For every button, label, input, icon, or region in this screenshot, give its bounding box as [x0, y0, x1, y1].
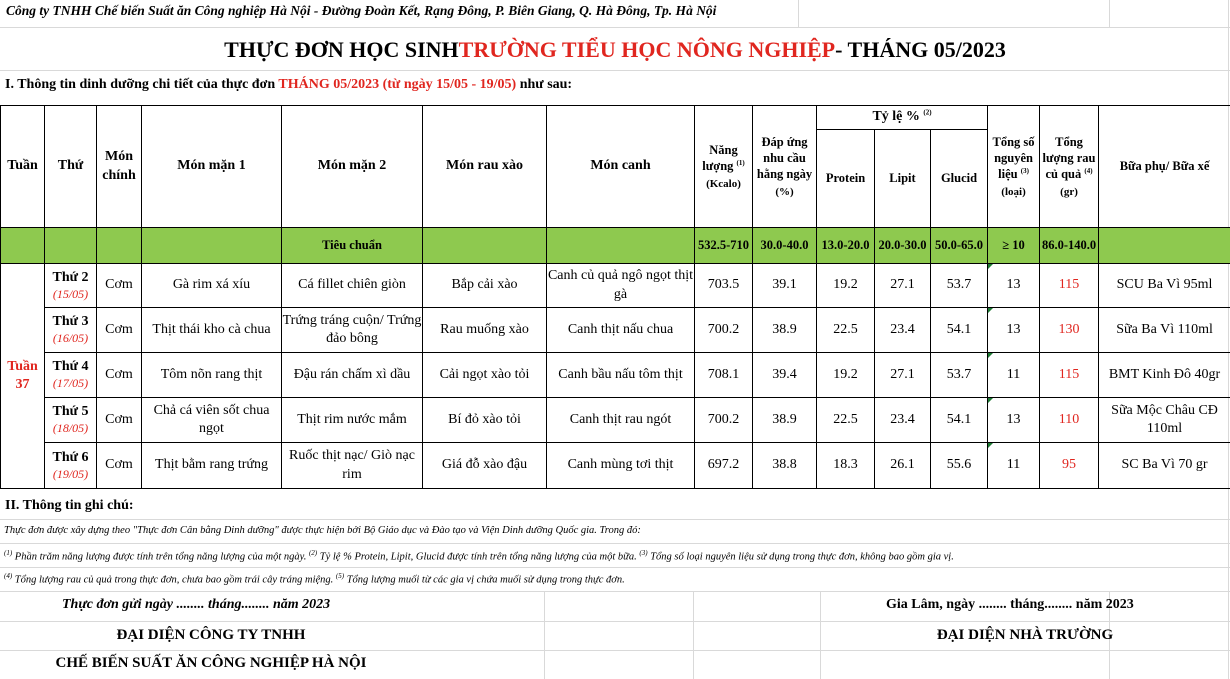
- veg: 115: [1040, 264, 1099, 308]
- note2-sup: (2): [308, 549, 318, 557]
- snack: Sữa Mộc Châu CĐ 110ml: [1099, 398, 1230, 443]
- day-cell: [45, 308, 97, 353]
- day-cell: [45, 398, 97, 443]
- dish2: Thịt rim nước mắm: [282, 398, 423, 443]
- day-name: Thứ 2: [52, 269, 89, 285]
- standard-glucid: 50.0-65.0: [931, 228, 988, 264]
- stirfry: Rau muống xào: [423, 308, 547, 353]
- standard-empty: [1099, 228, 1230, 264]
- day-name: Thứ 5: [52, 404, 89, 420]
- section1-heading: [5, 77, 572, 93]
- lipit: 23.4: [875, 308, 931, 353]
- header-energy: [695, 106, 753, 228]
- note1: Phần trăm năng lượng được tính trên tổng năng lượng của một ngày.: [12, 551, 309, 563]
- header-main: Món chính: [97, 106, 142, 228]
- energy: 697.2: [695, 443, 753, 489]
- grid-line: [0, 591, 1230, 592]
- note-line-2: [4, 572, 625, 586]
- school-rep: ĐẠI DIỆN NHÀ TRƯỜNG: [936, 627, 1114, 643]
- note4: Tổng lượng rau củ quả trong thực đơn, chưa bao gồm trái cây tráng miệng.: [12, 574, 336, 586]
- main-dish: Cơm: [97, 398, 142, 443]
- snack: SCU Ba Vì 95ml: [1099, 264, 1230, 308]
- veg: 95: [1040, 443, 1099, 489]
- section1-suffix: như sau:: [516, 77, 573, 92]
- dish2: Ruốc thịt nạc/ Giò nạc rim: [282, 443, 423, 489]
- day-name: Thứ 3: [52, 314, 89, 330]
- note3: Tổng số loại nguyên liệu sử dụng trong thực đơn, không bao gồm gia vị.: [647, 551, 954, 563]
- lipit: 27.1: [875, 353, 931, 398]
- glucid: 54.1: [931, 308, 988, 353]
- veg: 110: [1040, 398, 1099, 443]
- section2-heading: II. Thông tin ghi chú:: [5, 498, 134, 513]
- veg: 130: [1040, 308, 1099, 353]
- note5: Tổng lượng muối từ các gia vị chứa muối sử dụng trong thực đơn.: [344, 574, 625, 586]
- note-intro: Thực đơn được xây dựng theo "Thực đơn Cân bằng Dinh dưỡng" được thực hiện bởi Bộ Giáo dục và Đào tạo và Viện Dinh dưỡng Quốc gia. Trong đó:: [4, 525, 641, 536]
- protein: 19.2: [817, 264, 875, 308]
- soup: Canh thịt nấu chua: [547, 308, 695, 353]
- main-dish: Cơm: [97, 443, 142, 489]
- header-energy-sup: (1): [736, 159, 745, 168]
- veg: 115: [1040, 353, 1099, 398]
- need: 39.1: [753, 264, 817, 308]
- snack: SC Ba Vì 70 gr: [1099, 443, 1230, 489]
- stirfry: Cải ngọt xào tỏi: [423, 353, 547, 398]
- standard-ingredients: ≥ 10: [988, 228, 1040, 264]
- standard-empty: [1, 228, 45, 264]
- main-dish: Cơm: [97, 308, 142, 353]
- title-part2: - THÁNG 05/2023: [835, 37, 1006, 62]
- grid-line: [544, 591, 545, 679]
- header-lipit: Lipit: [875, 130, 931, 228]
- glucid: 55.6: [931, 443, 988, 489]
- day-date: (19/05): [52, 466, 89, 481]
- energy: 703.5: [695, 264, 753, 308]
- header-snack: Bữa phụ/ Bữa xế: [1099, 106, 1230, 228]
- ingredients: 11: [988, 443, 1040, 489]
- energy: 700.2: [695, 398, 753, 443]
- grid-line: [1109, 0, 1110, 27]
- ingredients: 11: [988, 353, 1040, 398]
- header-energy-label: Năng lượng: [702, 143, 738, 174]
- protein: 22.5: [817, 398, 875, 443]
- standard-label: Tiêu chuẩn: [282, 228, 423, 264]
- header-veg-label: Tổng lượng rau củ quả: [1042, 134, 1096, 182]
- dish1: Chả cá viên sốt chua ngọt: [142, 398, 282, 443]
- table-row: [1, 264, 1230, 308]
- grid-line: [0, 567, 1230, 568]
- section1-highlight: THÁNG 05/2023 (từ ngày 15/05 - 19/05): [278, 77, 517, 92]
- header-veg: [1040, 106, 1099, 228]
- standard-row: [1, 228, 1230, 264]
- header-dish1: Món mặn 1: [142, 106, 282, 228]
- grid-line: [693, 591, 694, 679]
- section1-prefix: I. Thông tin dinh dưỡng chi tiết của thực đơn: [5, 77, 279, 92]
- soup: Canh củ quả ngô ngọt thịt gà: [547, 264, 695, 308]
- glucid: 53.7: [931, 353, 988, 398]
- grid-line: [0, 621, 1230, 622]
- note1-sup: (1): [4, 549, 13, 557]
- standard-energy: 532.5-710: [695, 228, 753, 264]
- sent-date: Thực đơn gửi ngày ........ tháng........ năm 2023: [62, 597, 331, 612]
- company-info: Công ty TNHH Chế biến Suất ăn Công nghiệp Hà Nội - Đường Đoàn Kết, Rạng Đông, P. Biên Giang, Q. Hà Đông, Tp. Hà Nội: [6, 3, 717, 18]
- header-need-label: Đáp ứng nhu cầu hằng ngày: [756, 134, 813, 182]
- standard-empty: [142, 228, 282, 264]
- standard-empty: [423, 228, 547, 264]
- dish2: Đậu rán chấm xì dầu: [282, 353, 423, 398]
- company-rep-1: ĐẠI DIỆN CÔNG TY TNHH: [116, 627, 306, 643]
- day-name: Thứ 6: [52, 449, 89, 465]
- header-ratio-sup: (2): [923, 108, 932, 117]
- header-need-unit: (%): [775, 185, 794, 198]
- standard-need: 30.0-40.0: [753, 228, 817, 264]
- header-dish2: Món mặn 2: [282, 106, 423, 228]
- protein: 19.2: [817, 353, 875, 398]
- header-ratio-label: Tỷ lệ %: [872, 109, 920, 125]
- header-ratio: [817, 106, 988, 130]
- header-stirfry: Món rau xào: [423, 106, 547, 228]
- ingredients: 13: [988, 308, 1040, 353]
- snack: BMT Kinh Đô 40gr: [1099, 353, 1230, 398]
- week-label: Tuần 37: [1, 264, 45, 489]
- glucid: 53.7: [931, 264, 988, 308]
- dish1: Thịt thái kho cà chua: [142, 308, 282, 353]
- snack: Sữa Ba Vì 110ml: [1099, 308, 1230, 353]
- header-ingredients-unit: (loại): [1001, 185, 1026, 198]
- main-dish: Cơm: [97, 264, 142, 308]
- need: 38.9: [753, 398, 817, 443]
- standard-protein: 13.0-20.0: [817, 228, 875, 264]
- day-date: (16/05): [52, 331, 89, 346]
- lipit: 26.1: [875, 443, 931, 489]
- grid-line: [0, 650, 1230, 651]
- energy: 700.2: [695, 308, 753, 353]
- table-row: [1, 308, 1230, 353]
- note-line-1: [4, 549, 954, 563]
- day-date: (18/05): [52, 421, 89, 436]
- company-rep-2: CHẾ BIẾN SUẤT ĂN CÔNG NGHIỆP HÀ NỘI: [55, 655, 367, 671]
- lipit: 23.4: [875, 398, 931, 443]
- header-ingredients-sup: (3): [1020, 167, 1029, 176]
- standard-empty: [97, 228, 142, 264]
- note3-sup: (3): [639, 549, 648, 557]
- lipit: 27.1: [875, 264, 931, 308]
- grid-line: [0, 519, 1230, 520]
- dish2: Cá fillet chiên giòn: [282, 264, 423, 308]
- stirfry: Bắp cải xào: [423, 264, 547, 308]
- stirfry: Giá đỗ xào đậu: [423, 443, 547, 489]
- energy: 708.1: [695, 353, 753, 398]
- note2: Tỷ lệ % Protein, Lipit, Glucid được tính trên tổng năng lượng của một bữa.: [317, 551, 640, 563]
- day-cell: [45, 353, 97, 398]
- header-ingredients-label: Tổng số nguyên liệu: [992, 134, 1035, 182]
- header-veg-unit: (gr): [1060, 185, 1078, 198]
- need: 38.9: [753, 308, 817, 353]
- nutrition-table: [0, 105, 1230, 489]
- note5-sup: (5): [335, 572, 345, 580]
- dish2: Trứng tráng cuộn/ Trứng đảo bông: [282, 308, 423, 353]
- header-veg-sup: (4): [1084, 167, 1093, 176]
- header-day: Thứ: [45, 106, 97, 228]
- ingredients: 13: [988, 398, 1040, 443]
- table-row: [1, 443, 1230, 489]
- day-name: Thứ 4: [52, 359, 89, 375]
- protein: 18.3: [817, 443, 875, 489]
- day-date: (15/05): [52, 286, 89, 301]
- standard-empty: [547, 228, 695, 264]
- glucid: 54.1: [931, 398, 988, 443]
- day-date: (17/05): [52, 376, 89, 391]
- grid-line: [0, 70, 1230, 71]
- dish1: Tôm nõn rang thịt: [142, 353, 282, 398]
- title-school: TRƯỜNG TIỂU HỌC NÔNG NGHIỆP: [458, 37, 836, 62]
- page-title: [0, 30, 1230, 70]
- standard-lipit: 20.0-30.0: [875, 228, 931, 264]
- header-glucid: Glucid: [931, 130, 988, 228]
- standard-veg: 86.0-140.0: [1040, 228, 1099, 264]
- soup: Canh thịt rau ngót: [547, 398, 695, 443]
- header-protein: Protein: [817, 130, 875, 228]
- dish1: Thịt bằm rang trứng: [142, 443, 282, 489]
- table-row: [1, 398, 1230, 443]
- title-part1: THỰC ĐƠN HỌC SINH: [224, 37, 459, 62]
- place-date: Gia Lâm, ngày ........ tháng........ năm 2023: [886, 597, 1134, 612]
- header-soup: Món canh: [547, 106, 695, 228]
- ingredients: 13: [988, 264, 1040, 308]
- protein: 22.5: [817, 308, 875, 353]
- dish1: Gà rim xá xíu: [142, 264, 282, 308]
- grid-line: [798, 0, 799, 27]
- soup: Canh mùng tơi thịt: [547, 443, 695, 489]
- header-ingredients: [988, 106, 1040, 228]
- header-week: Tuần: [1, 106, 45, 228]
- grid-line: [0, 27, 1230, 28]
- soup: Canh bầu nấu tôm thịt: [547, 353, 695, 398]
- need: 39.4: [753, 353, 817, 398]
- header-need: [753, 106, 817, 228]
- header-energy-unit: (Kcalo): [706, 177, 741, 190]
- standard-empty: [45, 228, 97, 264]
- table-row: [1, 353, 1230, 398]
- grid-line: [0, 543, 1230, 544]
- day-cell: [45, 264, 97, 308]
- day-cell: [45, 443, 97, 489]
- need: 38.8: [753, 443, 817, 489]
- main-dish: Cơm: [97, 353, 142, 398]
- note4-sup: (4): [4, 572, 13, 580]
- stirfry: Bí đỏ xào tỏi: [423, 398, 547, 443]
